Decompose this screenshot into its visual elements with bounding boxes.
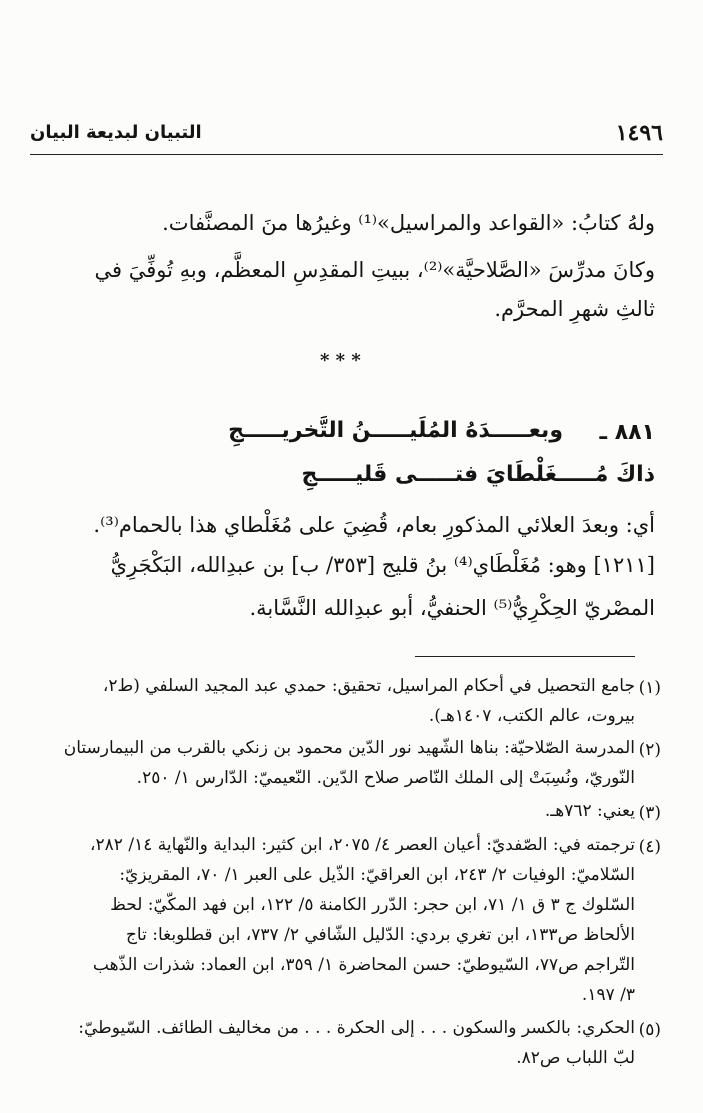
header-rule [30,154,663,155]
running-head [30,120,663,150]
section-separator: * * * [320,350,361,371]
body-line-3: ثالثِ شهرِ المحرَّم. [494,297,655,321]
footnote-line: بيروت، عالم الكتب، ١٤٠٧هـ). [428,706,635,726]
footnote-number: (٢) [638,740,661,760]
footnote-line: ٣/ ١٩٧. [581,985,635,1005]
body-line-4: أي: وبعدَ العلائي المذكورِ بعام، قُضِيَ على مُغَلْطاي هذا بالحمام⁽³⁾. [93,513,655,537]
footnote-line: ترجمته في: الصّفديّ: أعيان العصر ٤/ ٢٠٧٥، ابن كثير: البداية والنّهاية ١٤/ ٢٨٢، [90,835,635,855]
footnote-line: الألحاظ ص١٣٣، ابن تغري بردي: الدّليل الشّافي ٢/ ٧٣٧، ابن قطلوبغا: تاج [125,925,635,945]
book-title: التبيان لبديعة البيان [30,122,202,143]
verse-line-1: وبعـــــدَهُ المُلَيـــــنُ التَّخريـــــجِ [228,418,563,443]
footnote-line: السّلاميّ: الوفيات ٢/ ٢٤٣، ابن العراقيّ: الذّيل على العبر ١/ ٧٠، المقريزيّ: [119,865,635,885]
footnote-number: (١) [638,678,661,698]
footnote-line: الحكري: بالكسر والسكون . . . إلى الحكرة . . . من مخاليف الطائف. السّيوطيّ: [78,1018,635,1038]
footnote-line: التّراجم ص٧٧، السّيوطيّ: حسن المحاضرة ١/ ٣٥٩، ابن العماد: شذرات الذّهب [92,955,635,975]
footnote-number: (٣) [638,803,661,823]
footnote-line: النّوريّ، ونُسِبَتْ إلى الملك النّاصر صلاح الدّين. النّعيميّ: الدّارس ١/ ٢٥٠. [136,768,635,788]
body-line-6: المصْريّ الحِكْرِيُّ⁽⁵⁾ الحنفيُّ، أبو عبدِالله النَّسَّابة. [249,596,655,620]
footnote-line: لبّ اللباب ص٨٢. [516,1048,635,1068]
footnote-number: (٥) [638,1020,661,1040]
body-line-2: وكانَ مدرِّسَ «الصَّلاحيَّة»⁽²⁾، ببيتِ المقدِسِ المعظَّم، وبهِ تُوفِّيَ في [94,258,655,282]
body-line-5: [١٢١١] وهو: مُغَلْطَاي⁽⁴⁾ بنُ قليج [٣٥٣/ ب] بن عبدِالله، البَكْجَرِيُّ [110,553,655,577]
footnote-line: جامع التحصيل في أحكام المراسيل، تحقيق: حمدي عبد المجيد السلفي (ط٢، [102,676,635,696]
footnote-number: (٤) [638,837,661,857]
footnote-rule [415,656,635,657]
page-number: ١٤٩٦ [615,120,663,146]
footnote-line: يعني: ٧٦٢هـ. [544,801,635,821]
footnote-line: المدرسة الصّلاحيّة: بناها الشّهيد نور الدّين محمود بن زنكي بالقرب من البيمارستان [63,738,635,758]
verse-number: ٨٨١ ـ [599,420,655,445]
verse-line-2: ذاكَ مُـــــغَلْطَايَ فتـــــى قَليـــــجِ [301,462,655,487]
body-line-1: ولهُ كتابُ: «القواعد والمراسيل»⁽¹⁾ وغيرُها منَ المصنَّفات. [162,211,655,235]
footnote-line: السّلوك ج ٣ ق ١/ ٧١، ابن حجر: الدّرر الكامنة ٥/ ١٢٢، ابن فهد المكّيّ: لحظ [110,895,635,915]
